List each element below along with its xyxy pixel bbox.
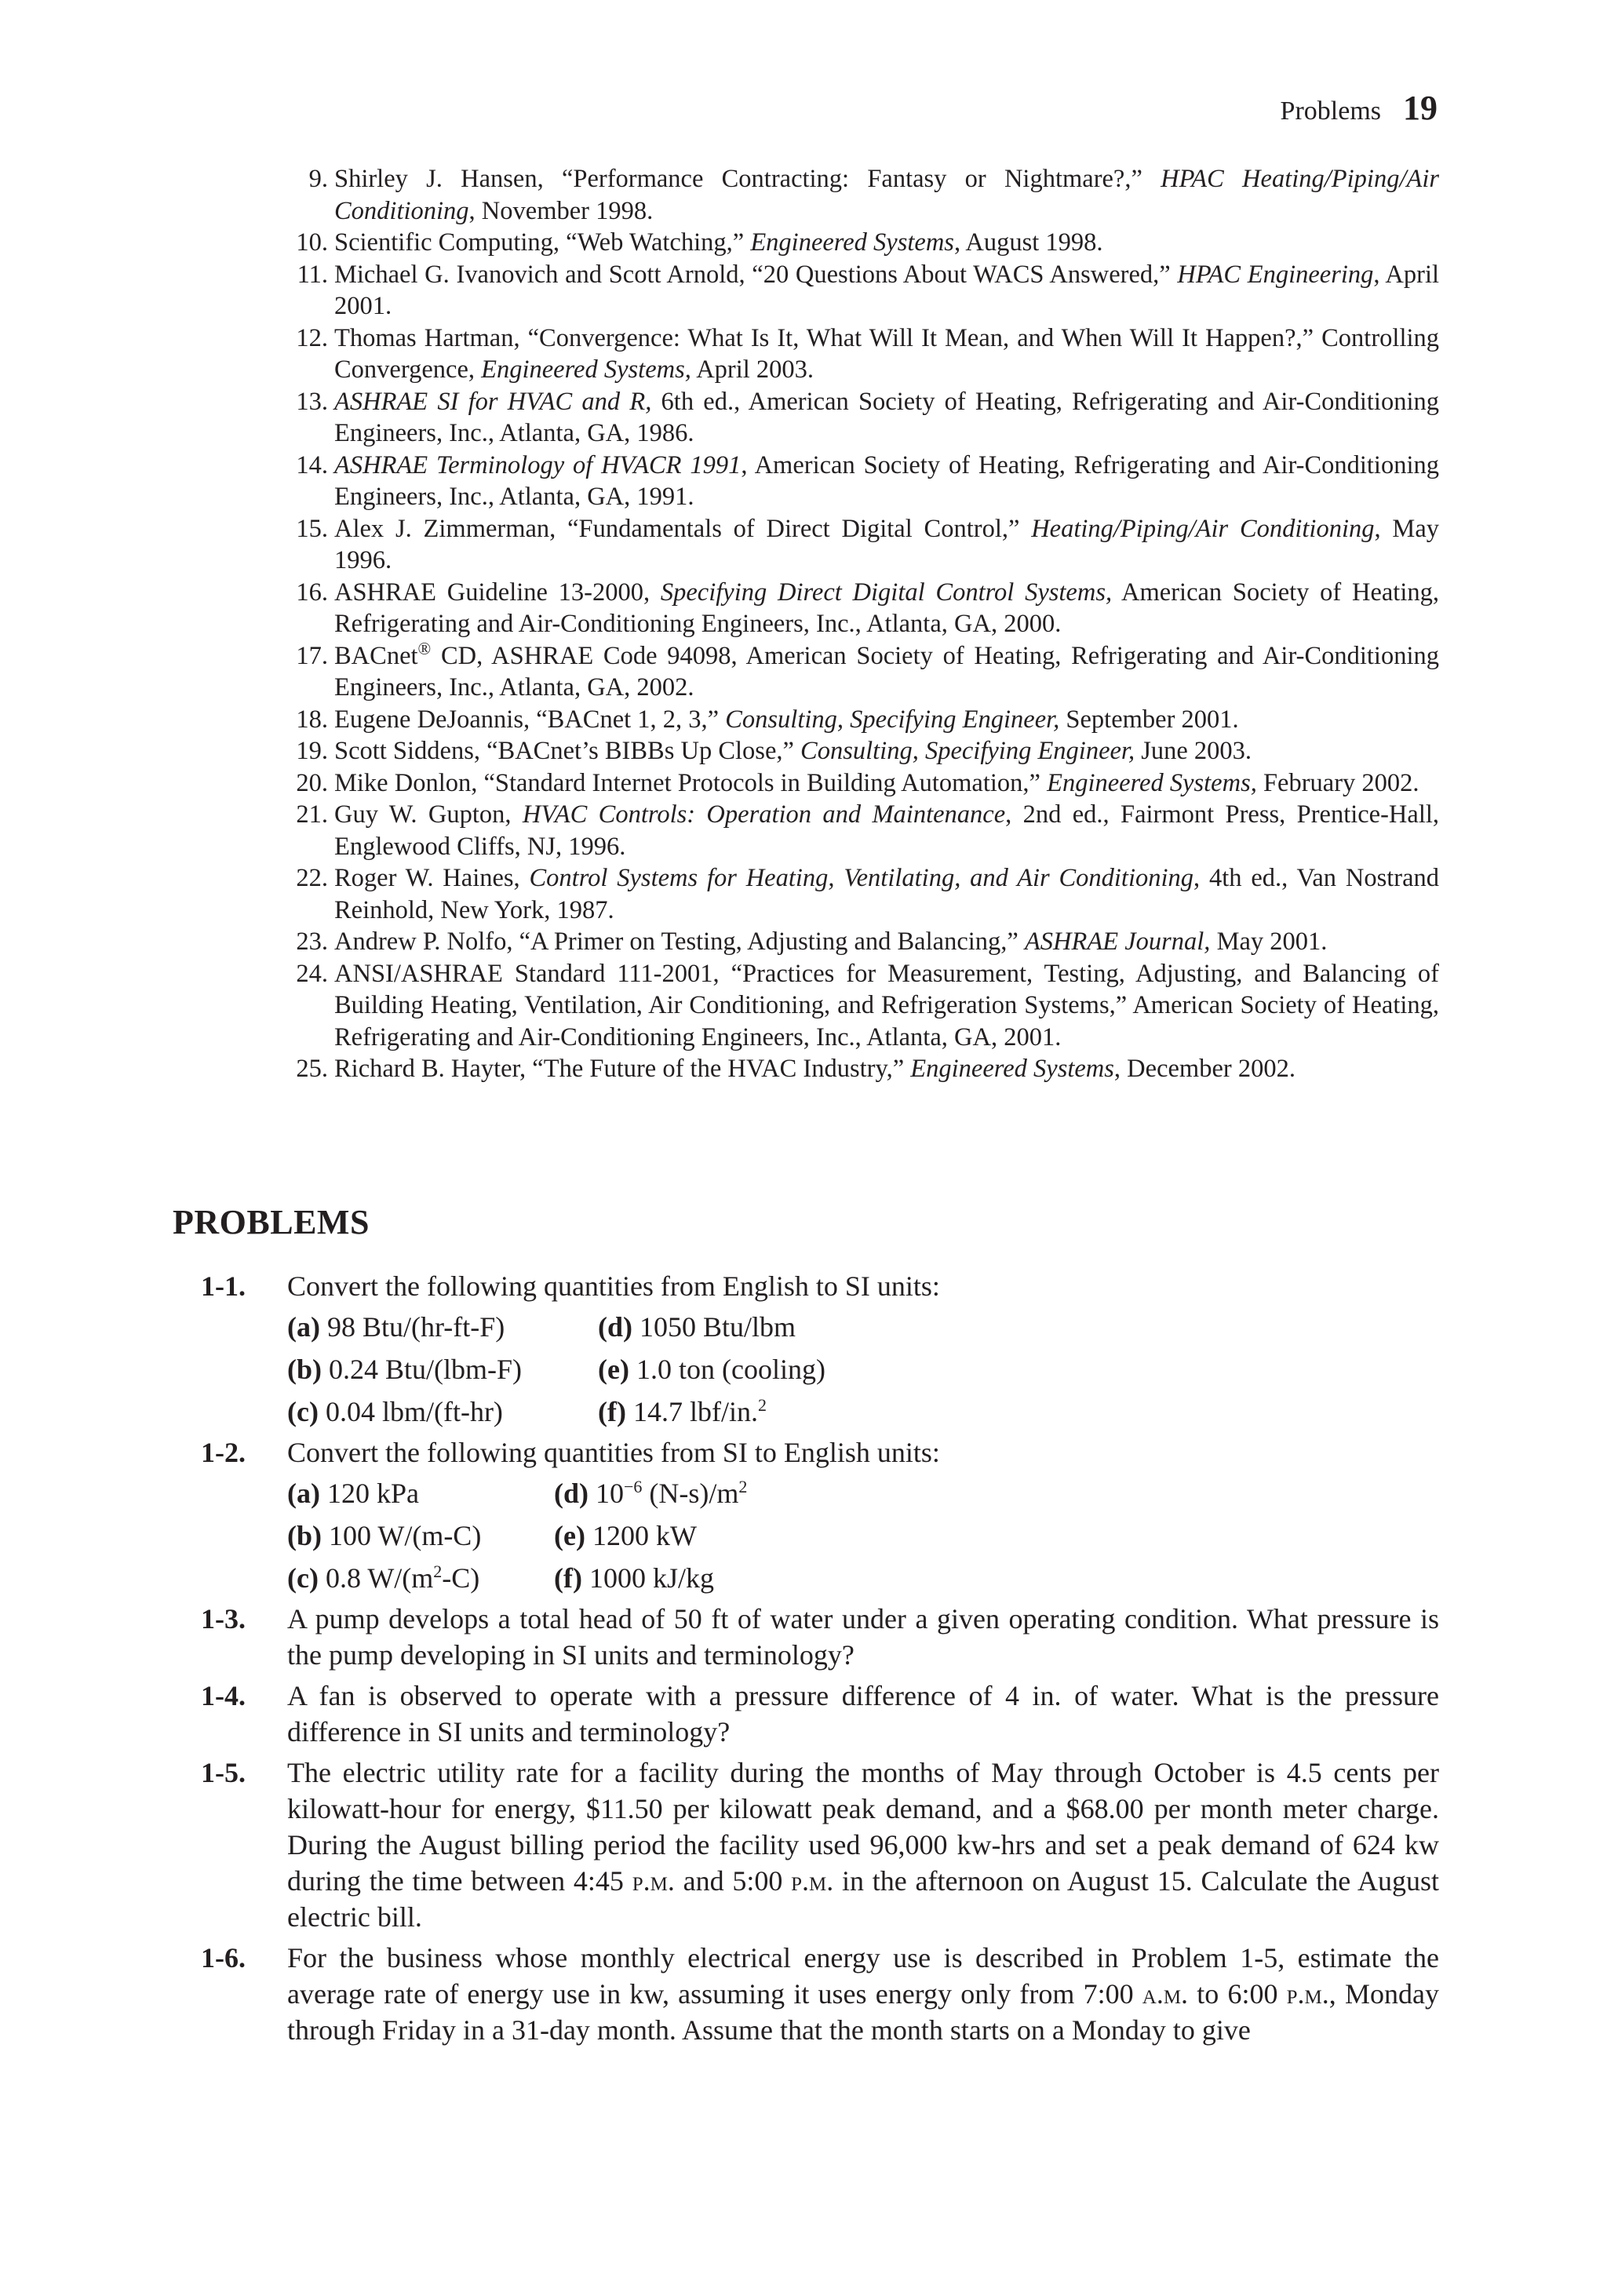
subpart-label: (d) [554, 1478, 589, 1509]
subpart [554, 1560, 868, 1596]
subpart-label: (e) [598, 1354, 629, 1385]
reference-item [290, 799, 1439, 862]
problem-number: 1-3. [201, 1603, 246, 1635]
text-segment: ® [417, 638, 432, 658]
reference-number: 25. [296, 1055, 328, 1083]
text-segment: , Monday through Friday in a 31-day month. Assume that the month starts on a Monday to give [287, 1978, 1439, 2046]
subpart [598, 1309, 912, 1345]
subpart [287, 1560, 554, 1596]
text-segment: Thomas Hartman, “Convergence: What Is It, What Will It Mean, and When Will It Happen?,” Controlling Convergence, [334, 323, 1439, 384]
text-segment: Andrew P. Nolfo, “A Primer on Testing, Adjusting and Balancing,” [334, 928, 1025, 956]
text-segment: Heating/Piping/Air Conditioning [1031, 514, 1375, 543]
problem-item [173, 1601, 1439, 1673]
text-segment: Michael G. Ivanovich and Scott Arnold, “20 Questions About WACS Answered,” [334, 260, 1178, 289]
text-segment: Eugene DeJoannis, “BACnet 1, 2, 3,” [334, 705, 726, 734]
text-segment: 6th ed., American Society of Heating, Refrigerating and Air-Conditioning Engineers, Inc., Atlanta, GA, 1986. [334, 387, 1439, 447]
text-segment: HVAC Controls: Operation and Maintenance [522, 800, 1006, 829]
text-segment: Control Systems for Heating, Ventilating, and Air Conditioning [529, 864, 1194, 892]
text-segment: ASHRAE Guideline 13-2000, [334, 578, 661, 607]
reference-number: 20. [296, 768, 328, 797]
text-segment: , April 2001. [334, 260, 1439, 320]
text-segment: Scientific Computing, “Web Watching,” [334, 228, 751, 257]
text-segment: Engineered Systems [910, 1055, 1114, 1083]
reference-number: 17. [296, 641, 328, 670]
text-segment: 100 W/(m-C) [322, 1520, 482, 1551]
page-number: 19 [1403, 89, 1438, 127]
problems-list [173, 1268, 1439, 2053]
reference-list [290, 163, 1439, 1085]
text-segment: (N-s)/m [642, 1478, 739, 1509]
reference-number: 22. [296, 864, 328, 892]
reference-number: 19. [296, 737, 328, 765]
reference-item [290, 450, 1439, 513]
reference-item [290, 926, 1439, 958]
reference-number: 12. [296, 323, 328, 352]
problem-number: 1-4. [201, 1680, 246, 1711]
text-segment: ASHRAE SI for HVAC and R, [334, 387, 652, 416]
text-segment: HPAC Engineering [1177, 260, 1374, 289]
reference-number: 10. [296, 228, 328, 257]
text-segment: 0.04 lbm/(ft-hr) [318, 1396, 503, 1427]
reference-item [290, 513, 1439, 577]
subpart-label: (f) [554, 1562, 582, 1594]
text-segment: , 4th ed., Van Nostrand Reinhold, New York, 1987. [334, 864, 1439, 924]
text-segment: 120 kPa [319, 1478, 419, 1509]
text-segment: For the business whose monthly electrical energy use is described in Problem 1-5, estimate the average rate of energy use in kw, assuming it uses energy only from 7:00 [287, 1942, 1439, 2010]
problem-item [173, 1434, 1439, 1596]
problem-item [173, 1755, 1439, 1935]
text-segment: p.m. [791, 1865, 834, 1897]
text-segment: 1.0 ton (cooling) [629, 1354, 825, 1385]
reference-number: 15. [296, 514, 328, 543]
text-segment: May 2001. [1210, 928, 1328, 956]
subpart [554, 1475, 868, 1511]
subpart [287, 1394, 598, 1430]
text-segment: ASHRAE Journal, [1024, 928, 1211, 956]
text-segment: Specifying Direct Digital Control Systems, [660, 578, 1113, 607]
text-segment: −6 [624, 1477, 643, 1496]
text-segment: February 2002. [1256, 768, 1419, 797]
text-segment: ASHRAE Terminology of HVACR 1991 [334, 450, 742, 479]
reference-item [290, 163, 1439, 227]
problem-item [173, 1268, 1439, 1430]
reference-number: 23. [296, 928, 328, 956]
text-segment: Shirley J. Hansen, “Performance Contracting: Fantasy or Nightmare?,” [334, 165, 1161, 193]
subpart [287, 1309, 598, 1345]
text-segment: June 2003. [1135, 737, 1252, 765]
problem-number: 1-5. [201, 1757, 246, 1788]
text-segment: 98 Btu/(hr-ft-F) [319, 1311, 505, 1343]
subpart [598, 1394, 912, 1430]
text-segment: p.m. [1286, 1978, 1329, 2010]
text-segment: Engineered Systems, [481, 355, 691, 384]
reference-item [290, 259, 1439, 323]
text-segment: , November 1998. [468, 196, 654, 225]
text-segment: September 2001. [1059, 705, 1239, 734]
problem-text: Convert the following quantities from SI to English units: [287, 1437, 940, 1468]
reference-number: 24. [296, 959, 328, 988]
subpart-label: (b) [287, 1520, 322, 1551]
reference-number: 16. [296, 578, 328, 607]
text-segment: Engineered Systems, [1047, 768, 1257, 797]
reference-item [290, 767, 1439, 800]
text-segment: HPAC Heating/Piping/Air Conditioning [334, 165, 1440, 225]
subpart [598, 1351, 912, 1387]
text-segment: 2 [757, 1395, 767, 1415]
text-segment: a.m. [1142, 1978, 1189, 2010]
text-segment: , May 1996. [334, 514, 1439, 574]
text-segment: 1200 kW [585, 1520, 697, 1551]
subpart [287, 1475, 554, 1511]
text-segment: 2 [433, 1562, 443, 1581]
reference-item [290, 735, 1439, 767]
subpart-label: (a) [287, 1311, 320, 1343]
text-segment: 10 [589, 1478, 624, 1509]
problem-text [287, 1755, 1439, 1935]
text-segment: Mike Donlon, “Standard Internet Protocols in Building Automation,” [334, 768, 1048, 797]
text-segment: and 5:00 [674, 1865, 792, 1897]
reference-number: 21. [296, 800, 328, 829]
reference-item [290, 227, 1439, 259]
text-segment: 1000 kJ/kg [581, 1562, 714, 1594]
text-segment: Scott Siddens, “BACnet’s BIBBs Up Close,” [334, 737, 801, 765]
subpart-label: (f) [598, 1396, 626, 1427]
reference-item [290, 386, 1439, 450]
text-segment: 14.7 lbf/in. [625, 1396, 758, 1427]
reference-item [290, 1053, 1439, 1085]
text-segment: Consulting, Specifying Engineer, [725, 705, 1060, 734]
problem-item [173, 1940, 1439, 2048]
running-header [1281, 88, 1438, 128]
reference-item [290, 577, 1439, 640]
text-segment: A pump develops a total head of 50 ft of water under a given operating condition. What pressure is the pump developing in SI units and terminology? [287, 1603, 1439, 1671]
reference-item [290, 862, 1439, 926]
text-segment: , 2nd ed., Fairmont Press, Prentice-Hall, Englewood Cliffs, NJ, 1996. [334, 800, 1440, 861]
subpart [287, 1518, 554, 1554]
problem-text [287, 1678, 1439, 1750]
subpart-label: (c) [287, 1396, 319, 1427]
reference-item [290, 640, 1439, 704]
text-segment: p.m. [632, 1865, 675, 1897]
text-segment: in the afternoon on August 15. Calculate the August electric bill. [287, 1865, 1439, 1933]
text-segment: American Society of Heating, Refrigerating and Air-Conditioning Engineers, Inc., Atlanta, GA, 2000. [334, 578, 1439, 638]
text-segment: Richard B. Hayter, “The Future of the HVAC Industry,” [334, 1055, 911, 1083]
text-segment: Guy W. Gupton, [334, 800, 523, 829]
problem-item [173, 1678, 1439, 1750]
problem-number: 1-6. [201, 1942, 246, 1973]
reference-item [290, 704, 1439, 736]
reference-item [290, 958, 1439, 1054]
subpart-label: (d) [598, 1311, 632, 1343]
problems-heading: PROBLEMS [173, 1203, 370, 1241]
text-segment: The electric utility rate for a facility during the months of May through October is 4.5 cents per kilowatt-hour for energy, $11.50 per kilowatt peak demand, and a $68.00 per month meter charge. During the August billing period the facility used 96,000 kw-hrs and set a peak demand of 624 kw during the time between 4:45 [287, 1757, 1439, 1897]
text-segment: Roger W. Haines, [334, 864, 530, 892]
reference-number: 9. [308, 165, 328, 193]
problem-text [287, 1940, 1439, 2048]
reference-item [290, 323, 1439, 386]
text-segment: , December 2002. [1113, 1055, 1295, 1083]
problem-number: 1-1. [201, 1270, 246, 1302]
reference-number: 18. [296, 705, 328, 734]
text-segment: 1050 Btu/lbm [632, 1311, 796, 1343]
text-segment: April 2003. [691, 355, 814, 384]
subpart-label: (e) [554, 1520, 585, 1551]
text-segment: A fan is observed to operate with a pressure difference of 4 in. of water. What is the pressure difference in SI units and terminology? [287, 1680, 1439, 1748]
text-segment: Consulting, Specifying Engineer, [800, 737, 1135, 765]
problem-text: Convert the following quantities from English to SI units: [287, 1270, 940, 1302]
text-segment: Alex J. Zimmerman, “Fundamentals of Direct Digital Control,” [334, 514, 1032, 543]
text-segment: Engineered Systems [750, 228, 954, 257]
running-header-label: Problems [1280, 97, 1381, 126]
text-segment: BACnet [334, 641, 418, 670]
reference-number: 14. [296, 450, 328, 479]
subpart-label: (c) [287, 1562, 319, 1594]
subpart [287, 1351, 598, 1387]
text-segment: to 6:00 [1188, 1978, 1287, 2010]
reference-number: 11. [297, 260, 328, 289]
subpart [554, 1518, 868, 1554]
subpart-label: (a) [287, 1478, 320, 1509]
text-segment: 0.8 W/(m [318, 1562, 434, 1594]
problem-text [287, 1601, 1439, 1673]
reference-number: 13. [296, 387, 328, 416]
text-segment: 0.24 Btu/(lbm-F) [322, 1354, 523, 1385]
text-segment: -C) [442, 1562, 480, 1594]
problem-subparts [287, 1475, 1439, 1596]
text-segment: CD, ASHRAE Code 94098, American Society of Heating, Refrigerating and Air-Conditioning Engineers, Inc., Atlanta, GA, 2002. [334, 641, 1439, 702]
text-segment: , August 1998. [953, 228, 1103, 257]
subpart-label: (b) [287, 1354, 322, 1385]
text-segment: , American Society of Heating, Refrigerating and Air-Conditioning Engineers, Inc., Atlanta, GA, 1991. [334, 450, 1439, 511]
problem-number: 1-2. [201, 1437, 246, 1468]
problem-subparts [287, 1309, 1439, 1430]
text-segment: 2 [738, 1477, 748, 1496]
text-segment: ANSI/ASHRAE Standard 111-2001, “Practices for Measurement, Testing, Adjusting, and Balancing of Building Heating, Ventilation, Air Conditioning, and Refrigeration Systems,” American Society of Heating, Refrigerating and Air-Conditioning Engineers, Inc., Atlanta, GA, 2001. [334, 959, 1439, 1051]
